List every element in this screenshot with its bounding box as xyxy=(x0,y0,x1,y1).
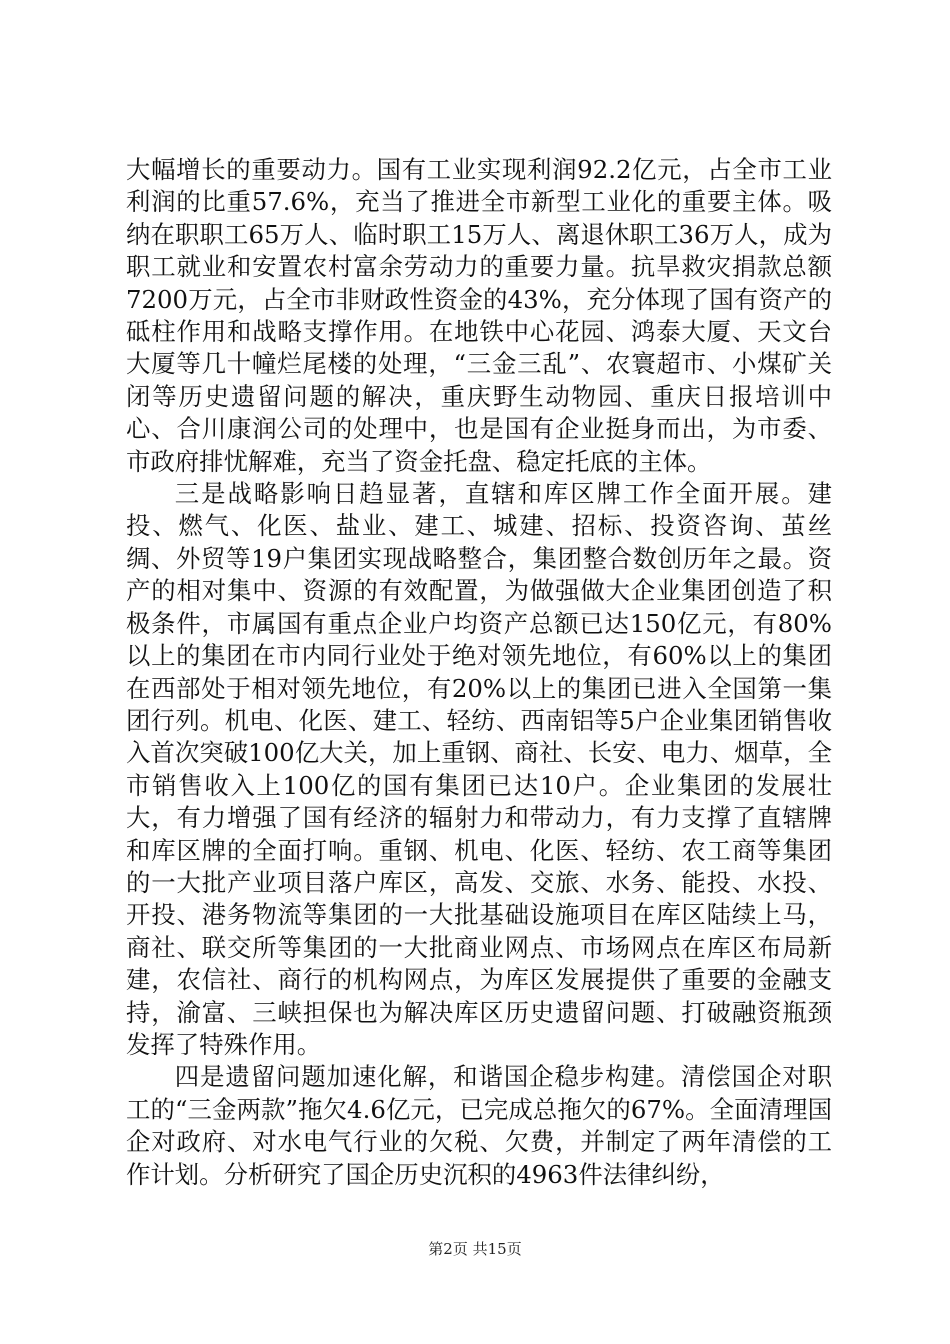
paragraph-strategic-influence: 三是战略影响日趋显著，直辖和库区牌工作全面开展。建投、燃气、化医、盐业、建工、城建、招标、投资咨询、茧丝绸、外贸等19户集团实现战略整合，集团整合数创历年之最。资产的相对集中、资源的有效配置，为做强做大企业集团创造了积极条件，市属国有重点企业户均资产总额已达150亿元，有80%以上的集团在市内同行业处于绝对领先地位，有60%以上的集团在西部处于相对领先地位，有20%以上的集团已进入全国第一集团行列。机电、化医、建工、轻纺、西南铝等5户企业集团销售收入首次突破100亿大关，加上重钢、商社、长安、电力、烟草，全市销售收入上100亿的国有集团已达10户。企业集团的发展壮大，有力增强了国有经济的辐射力和带动力，有力支撑了直辖牌和库区牌的全面打响。重钢、机电、化医、轻纺、农工商等集团的一大批产业项目落户库区，高发、交旅、水务、能投、水投、开投、港务物流等集团的一大批基础设施项目在库区陆续上马，商社、联交所等集团的一大批商业网点、市场网点在库区布局新建，农信社、商行的机构网点，为库区发展提供了重要的金融支持，渝富、三峡担保也为解决库区历史遗留问题、打破融资瓶颈发挥了特殊作用。 xyxy=(126,479,832,1059)
body-text xyxy=(126,154,832,1191)
page-number-footer: 第2页 共15页 xyxy=(428,1240,522,1258)
paragraph-legacy-issues: 四是遗留问题加速化解，和谐国企稳步构建。清偿国企对职工的“三金两款”拖欠4.6亿元，已完成总拖欠的67%。全面清理国企对政府、对水电气行业的欠税、欠费，并制定了两年清偿的工作计划。分析研究了国企历史沉积的4963件法律纠纷， xyxy=(126,1062,832,1189)
paragraph-continuation: 大幅增长的重要动力。国有工业实现利润92.2亿元，占全市工业利润的比重57.6%，充当了推进全市新型工业化的重要主体。吸纳在职职工65万人、临时职工15万人、离退休职工36万人，成为职工就业和安置农村富余劳动力的重要力量。抗旱救灾捐款总额7200万元，占全市非财政性资金的43%，充分体现了国有资产的砥柱作用和战略支撑作用。在地铁中心花园、鸿泰大厦、天文台大厦等几十幢烂尾楼的处理，“三金三乱”、农寰超市、小煤矿关闭等历史遗留问题的解决，重庆野生动物园、重庆日报培训中心、合川康润公司的处理中，也是国有企业挺身而出，为市委、市政府排忧解难，充当了资金托盘、稳定托底的主体。 xyxy=(126,155,832,476)
